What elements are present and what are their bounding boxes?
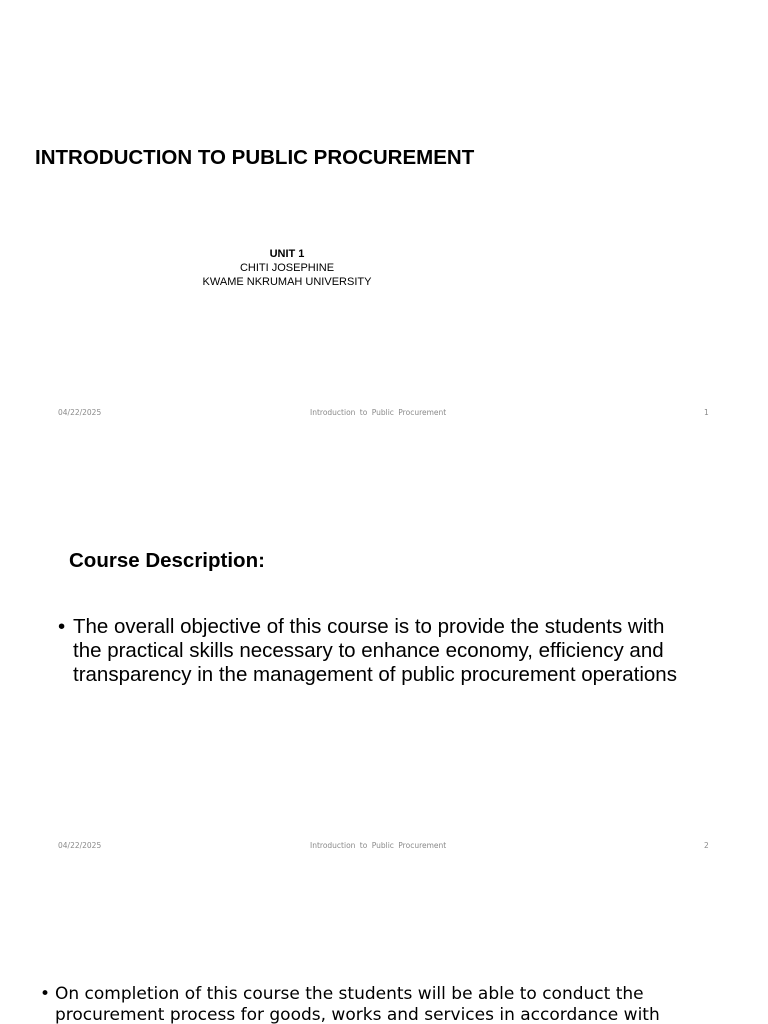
- slide-3: [0, 866, 768, 1024]
- slide-title: INTRODUCTION TO PUBLIC PROCUREMENT: [35, 146, 475, 169]
- slide-subtitle: [160, 247, 414, 289]
- bullet-icon: •: [58, 615, 66, 638]
- footer-title: Introduction to Public Procurement: [310, 841, 447, 850]
- slide-number: 2: [704, 841, 709, 850]
- slide-title: Course Description:: [69, 549, 265, 572]
- bullet-list: [58, 615, 698, 687]
- list-item: [40, 984, 680, 1024]
- slide-1: [0, 0, 768, 433]
- slide-2: [0, 433, 768, 866]
- unit-label: UNIT 1: [269, 248, 305, 260]
- footer-title: Introduction to Public Procurement: [310, 408, 447, 417]
- footer-date: 04/22/2025: [58, 408, 102, 417]
- bullet-list: [40, 984, 680, 1024]
- bullet-icon: •: [40, 984, 51, 1004]
- institution-name: KWAME NKRUMAH UNIVERSITY: [202, 276, 372, 288]
- list-item: [58, 615, 698, 687]
- author-name: CHITI JOSEPHINE: [239, 262, 335, 274]
- footer-date: 04/22/2025: [58, 841, 102, 850]
- bullet-text: The overall objective of this course is to provide the students with the practical skills necessary to enhance economy, efficiency and transparency in the management of public procurement operations: [73, 615, 677, 686]
- slide-number: 1: [704, 408, 709, 417]
- bullet-text: On completion of this course the students will be able to conduct the procurement process for goods, works and services in accordance with: [55, 984, 660, 1024]
